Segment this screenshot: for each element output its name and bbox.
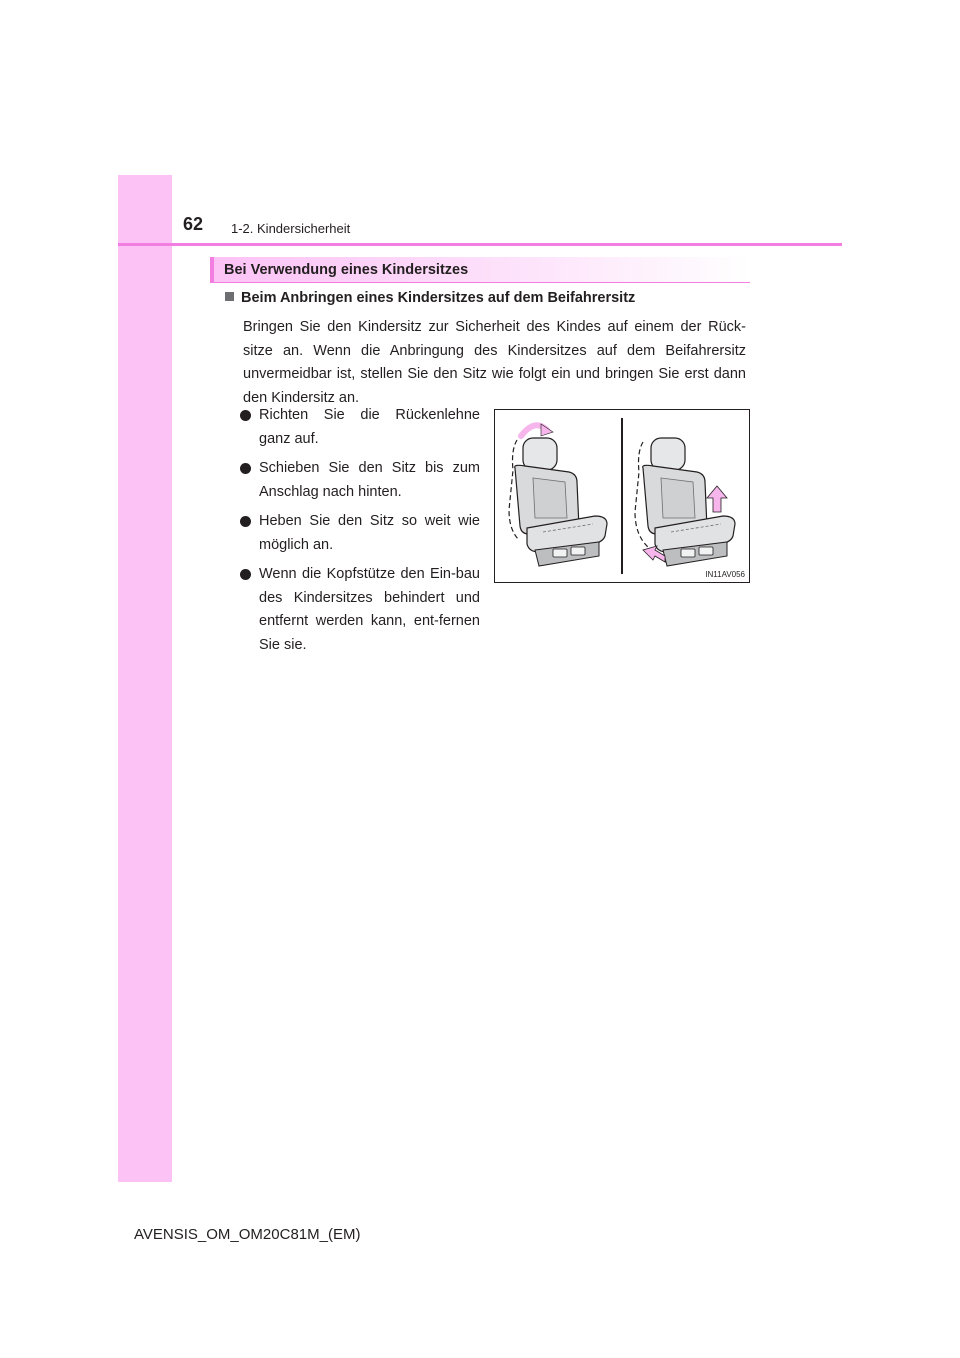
intro-paragraph: Bringen Sie den Kindersitz zur Sicherheit des Kindes auf einem der Rück-sitze an. Wenn die Anbringung des Kindersitzes auf dem Beifahrersitz unvermeidbar ist, stellen Sie den Sitz wie folgt ein und bringen Sie erst dann den Kindersitz an.	[243, 319, 746, 406]
bullet-dot-icon	[240, 463, 251, 474]
list-item	[240, 563, 480, 657]
list-item-text: Wenn die Kopfstütze den Ein-bau des Kindersitzes behindert und entfernt werden kann, ent-fernen Sie sie.	[259, 566, 480, 653]
section-title: 1-2. Kindersicherheit	[231, 221, 351, 236]
section-heading-bar	[210, 257, 750, 283]
list-item	[240, 510, 480, 557]
section-heading: Bei Verwendung eines Kindersitzes	[224, 262, 469, 278]
page-number: 62	[183, 214, 204, 234]
bullet-dot-icon	[240, 410, 251, 421]
side-color-band	[118, 175, 172, 1182]
bullet-dot-icon	[240, 569, 251, 580]
figure-code: IN11AV056	[705, 570, 745, 579]
seat-adjustment-figure	[494, 409, 750, 583]
curved-arrow-icon	[521, 424, 553, 436]
list-item-text: Schieben Sie den Sitz bis zum Anschlag nach hinten.	[259, 460, 480, 500]
list-item	[240, 404, 480, 451]
list-item	[240, 457, 480, 504]
seat-illustration	[495, 410, 751, 584]
square-bullet-icon	[225, 292, 234, 301]
seat-icon	[509, 438, 607, 566]
heading-accent	[210, 257, 214, 283]
header-rule	[118, 243, 842, 246]
list-item-text: Heben Sie den Sitz so weit wie möglich an.	[259, 513, 480, 553]
subsection-heading	[225, 290, 635, 306]
up-arrow-icon	[707, 486, 727, 512]
instruction-list	[240, 404, 480, 663]
bullet-dot-icon	[240, 516, 251, 527]
subsection-title: Beim Anbringen eines Kindersitzes auf dem Beifahrersitz	[241, 290, 636, 306]
list-item-text: Richten Sie die Rückenlehne ganz auf.	[259, 407, 480, 447]
footer-code: AVENSIS_OM_OM20C81M_(EM)	[134, 1226, 361, 1243]
